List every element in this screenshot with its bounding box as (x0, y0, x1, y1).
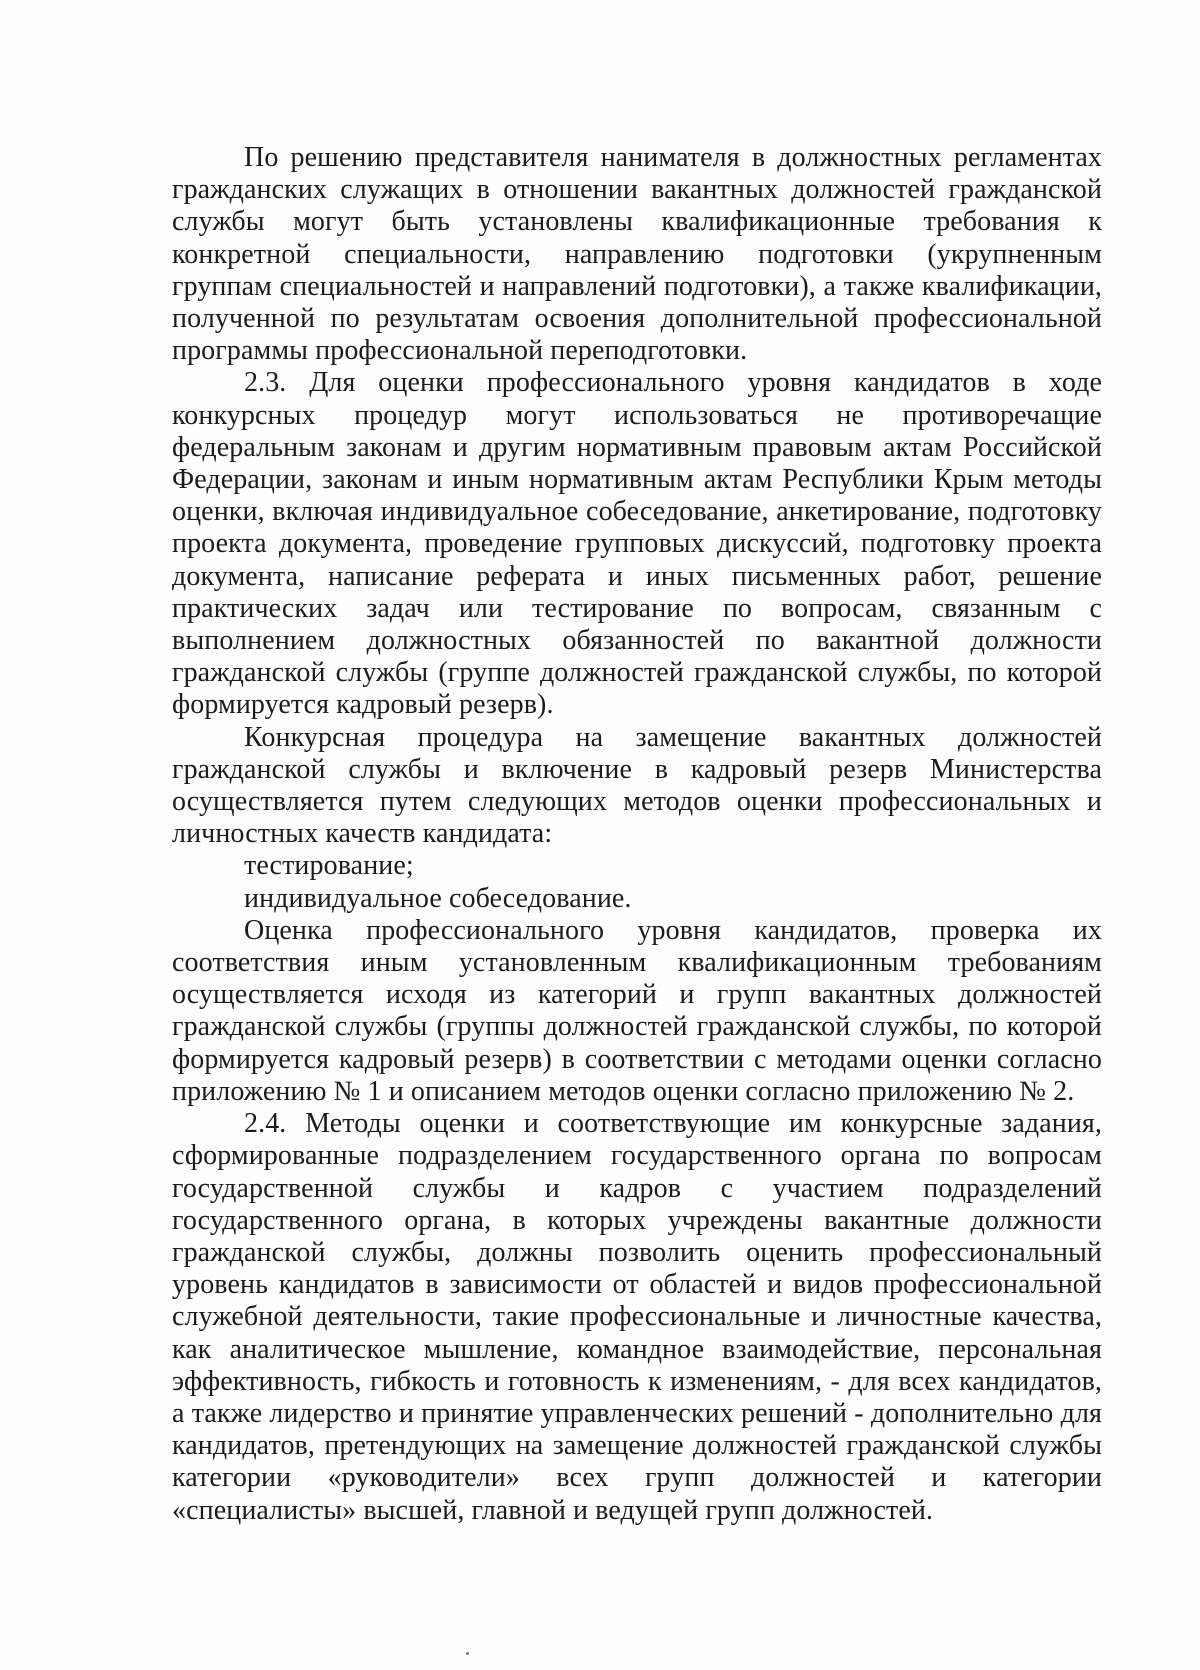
scan-artifact (466, 1652, 469, 1655)
document-body (172, 142, 1102, 1527)
paragraph-professional-level-assessment: Оценка профессионального уровня кандидатов, проверка их соответствия иным установленным квалификационным требованиям осуществляется исходя из категорий и групп вакантных должностей гражданской службы (группы должностей гражданской службы, по которой формируется кадровый резерв) в соответствии с методами оценки согласно приложению № 1 и описанием методов оценки согласно приложению № 2. (172, 914, 1102, 1107)
paragraph-competition-procedure: Конкурсная процедура на замещение вакантных должностей гражданской службы и включение в кадровый резерв Министерства осуществляется путем следующих методов оценки профессиональных и личностных качеств кандидата: (172, 721, 1102, 850)
paragraph-2-3-assessment-methods: 2.3. Для оценки профессионального уровня кандидатов в ходе конкурсных процедур могут использоваться не противоречащие федеральным законам и другим нормативным правовым актам Российской Федерации, законам и иным нормативным актам Республики Крым методы оценки, включая индивидуальное собеседование, анкетирование, подготовку проекта документа, проведение групповых дискуссий, подготовку проекта документа, написание реферата и иных письменных работ, решение практических задач или тестирование по вопросам, связанным с выполнением должностных обязанностей по вакантной должности гражданской службы (группе должностей гражданской службы, по которой формируется кадровый резерв). (172, 367, 1102, 721)
paragraph-2-4-competition-tasks: 2.4. Методы оценки и соответствующие им конкурсные задания, сформированные подразделением государственного органа по вопросам государственной службы и кадров с участием подразделений государственного органа, в которых учреждены вакантные должности гражданской службы, должны позволить оценить профессиональный уровень кандидатов в зависимости от областей и видов профессиональной служебной деятельности, такие профессиональные и личностные качества, как аналитическое мышление, командное взаимодействие, персональная эффективность, гибкость и готовность к изменениям, - для всех кандидатов, а также лидерство и принятие управленческих решений - дополнительно для кандидатов, претендующих на замещение должностей гражданской службы категории «руководители» всех групп должностей и категории «специалисты» высшей, главной и ведущей групп должностей. (172, 1108, 1102, 1526)
list-item-interview: индивидуальное собеседование. (244, 882, 632, 914)
paragraph-qualification-requirements: По решению представителя нанимателя в должностных регламентах гражданских служащих в отношении вакантных должностей гражданской службы могут быть установлены квалификационные требования к конкретной специальности, направлению подготовки (укрупненным группам специальностей и направлений подготовки), а также квалификации, полученной по результатам освоения дополнительной профессиональной программы профессиональной переподготовки. (172, 142, 1102, 367)
list-item-testing: тестирование; (244, 850, 414, 882)
